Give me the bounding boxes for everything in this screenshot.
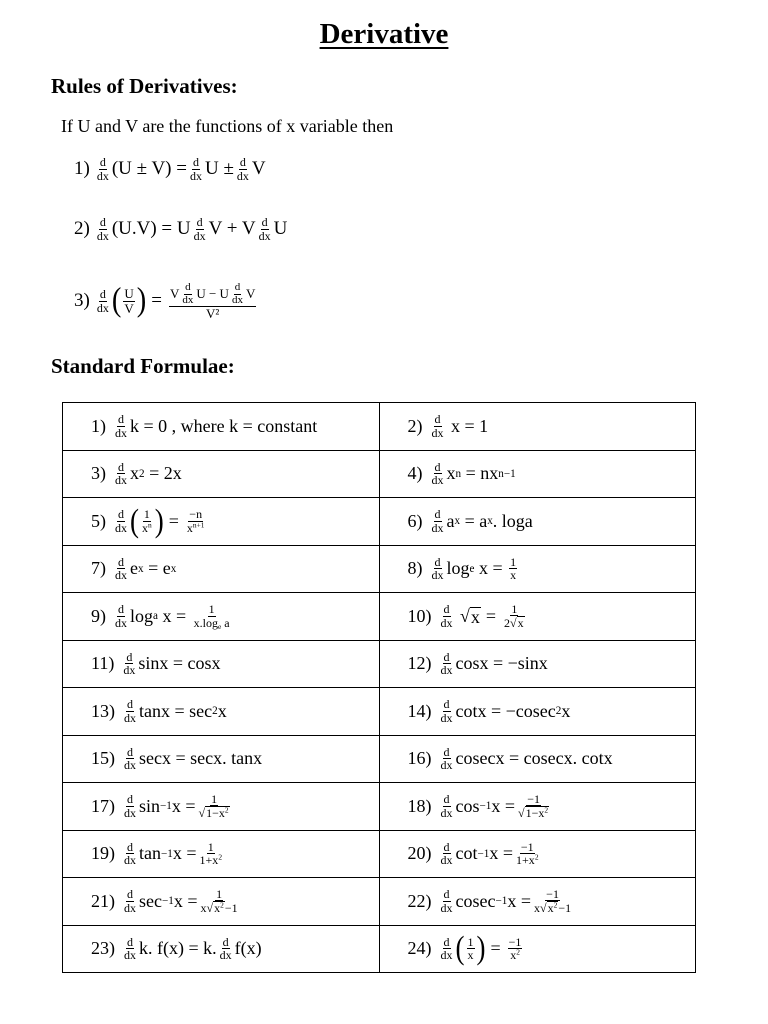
formula-12: 12) $\frac{d}{dx}$ cosx = −sinx	[407, 649, 548, 678]
formulae-heading: Standard Formulae:	[51, 354, 235, 378]
formula-6: 6) $\frac{d}{dx}$ a x = a x . loga	[407, 507, 533, 535]
formula-4: 4) $\frac{d}{dx}$ x n = nx n−1	[407, 459, 516, 488]
formula-19: 19) $\frac{d}{dx}$ tan −1 x = $\frac{1}{1+x^2}$	[91, 839, 223, 868]
rules-heading: Rules of Derivatives:	[51, 74, 238, 98]
intro-text: If U and V are the functions of x variable then	[61, 116, 394, 136]
d-dx: $\frac{d}{dx}$	[189, 155, 202, 183]
formula-17: 17) $\frac{d}{dx}$ sin −1 x = $\frac{1}{√1-x^2}$	[91, 791, 229, 821]
table-row	[63, 403, 696, 451]
page-title: Derivative	[319, 18, 449, 50]
formula-11: 11) $\frac{d}{dx}$ sinx = cosx	[91, 649, 221, 678]
table-row	[63, 498, 696, 546]
d-dx: $\frac{d}{dx}$	[96, 155, 109, 183]
formula-13: 13) $\frac{d}{dx}$ tanx = sec 2 x	[91, 697, 227, 725]
d-dx: $\frac{d}{dx}$	[96, 287, 109, 315]
table-row	[63, 688, 696, 736]
rule-3: 3) $\frac{d}{dx}$ ( $\frac{U}{V}$ ) = V $\frac{d}{dx}$ U − U $\frac{d}{dx}$ V V²	[74, 281, 256, 322]
formulae-table	[62, 402, 696, 973]
formula-18: 18) $\frac{d}{dx}$ cos −1 x = $\frac{-1}{√1-x^2}$	[407, 791, 549, 821]
formula-10: 10) $\frac{d}{dx}$ √ x = $\frac{1}{2√x}$	[407, 601, 524, 631]
formula-5: 5) $\frac{d}{dx}$ ( $\frac{1}{x^n}$ ) = $\frac{-n}{x^{n+1}}$	[91, 502, 205, 539]
formula-22: 22) $\frac{d}{dx}$ cosec −1 x = $\frac{-1}{x√x^2-1}$	[407, 886, 572, 916]
table-row	[63, 878, 696, 926]
table-row	[63, 450, 696, 498]
table-row	[63, 783, 696, 831]
formula-23: 23) $\frac{d}{dx}$ k. f(x) = k. $\frac{d}{dx}$ f(x)	[91, 934, 262, 963]
formula-16: 16) $\frac{d}{dx}$ cosecx = cosecx. cotx	[407, 744, 613, 773]
rule-1: 1) $\frac{d}{dx}$ (U ± V) = $\frac{d}{dx}$ U ± $\frac{d}{dx}$ V	[74, 155, 266, 183]
table-row	[63, 640, 696, 688]
formula-1: 1) $\frac{d}{dx}$ k = 0 , where k = constant	[91, 412, 318, 440]
table-row	[63, 925, 696, 973]
formula-21: 21) $\frac{d}{dx}$ sec −1 x = $\frac{1}{x√x^2-1}$	[91, 886, 238, 916]
formula-2: 2) $\frac{d}{dx}$ x = 1	[407, 412, 489, 440]
rule-2: 2) $\frac{d}{dx}$ (U.V) = U $\frac{d}{dx}$ V + V $\frac{d}{dx}$ U	[74, 215, 288, 243]
d-dx: $\frac{d}{dx}$	[193, 215, 206, 243]
d-dx: $\frac{d}{dx}$	[236, 155, 249, 183]
quotient-fraction: V $\frac{d}{dx}$ U − U $\frac{d}{dx}$ V V²	[169, 281, 256, 322]
formula-3: 3) $\frac{d}{dx}$ x 2 = 2x	[91, 459, 182, 488]
formula-8: 8) $\frac{d}{dx}$ log e x = $\frac{1}{x}$	[407, 554, 517, 583]
formula-14: 14) $\frac{d}{dx}$ cotx = −cosec 2 x	[407, 697, 571, 725]
formula-15: 15) $\frac{d}{dx}$ secx = secx. tanx	[91, 744, 263, 773]
d-dx: $\frac{d}{dx}$	[258, 215, 271, 243]
table-row	[63, 735, 696, 783]
formula-20: 20) $\frac{d}{dx}$ cot −1 x = $\frac{-1}{1+x^2}$	[407, 839, 539, 868]
formula-7: 7) $\frac{d}{dx}$ e x = e x	[91, 554, 177, 583]
table-row	[63, 545, 696, 593]
table-row	[63, 593, 696, 641]
d-dx: $\frac{d}{dx}$	[96, 215, 109, 243]
formula-24: 24) $\frac{d}{dx}$ ( $\frac{1}{x}$ ) = $\frac{-1}{x^2}$	[407, 930, 522, 967]
table-row	[63, 830, 696, 878]
formula-9: 9) $\frac{d}{dx}$ log a x = $\frac{1}{x.\log_e a}$	[91, 602, 230, 631]
